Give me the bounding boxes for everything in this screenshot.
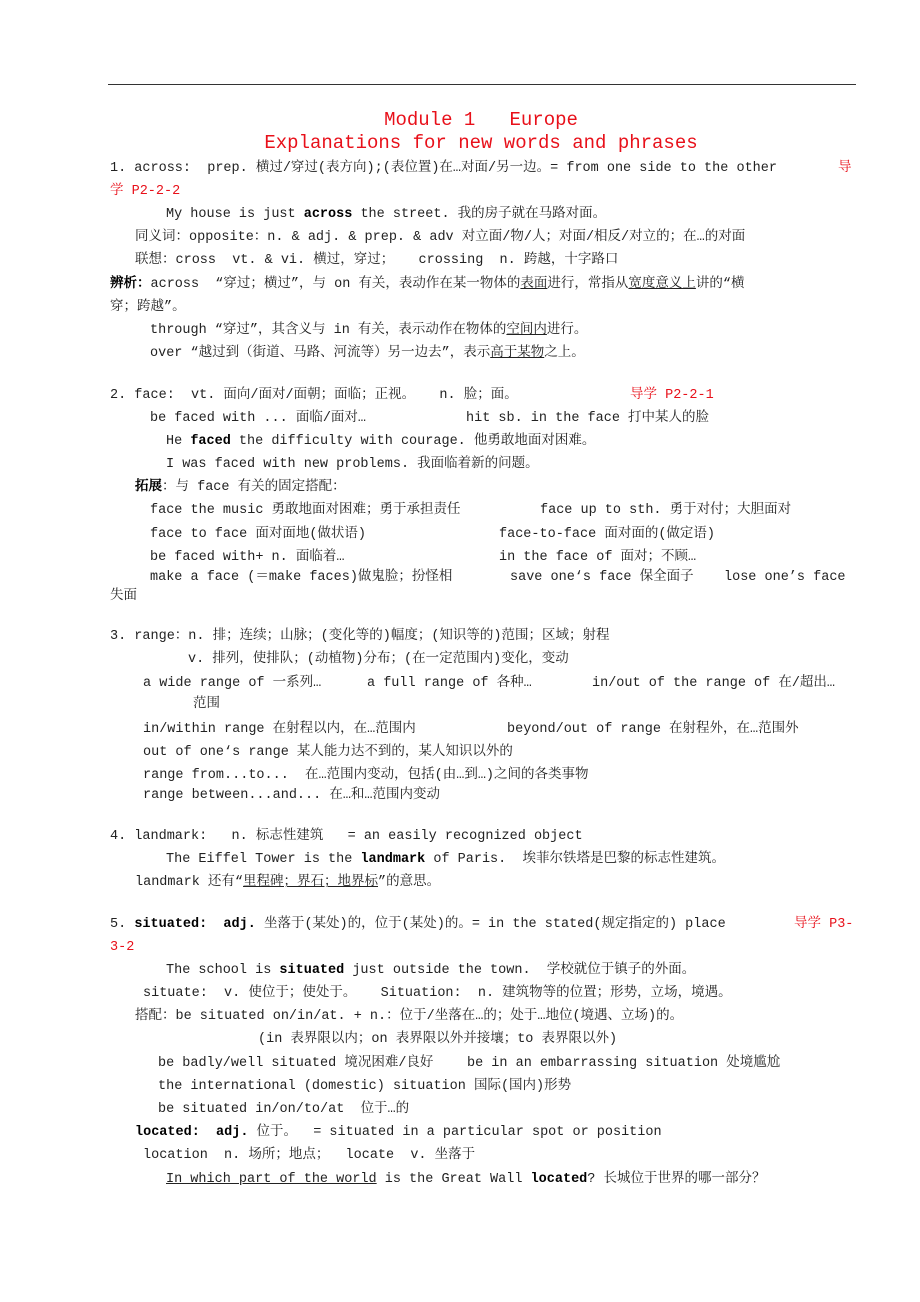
bold-term: faced xyxy=(190,434,231,449)
underlined-text: 宽度意义上 xyxy=(628,277,696,292)
text-run: 5. xyxy=(110,917,135,932)
text-line xyxy=(143,675,321,693)
text-line xyxy=(135,479,346,497)
bold-term: landmark xyxy=(360,852,426,867)
text-line xyxy=(510,569,694,587)
text-run: over “越过到（街道、马路、河流等）另一边去”，表示 xyxy=(150,346,491,361)
text-line xyxy=(135,252,618,270)
text-line xyxy=(150,549,344,567)
bold-term: located xyxy=(530,1172,588,1187)
text-run: 范围 xyxy=(193,697,220,712)
underlined-text: 表面 xyxy=(520,277,548,292)
text-run: the difficulty with courage. 他勇敢地面对困难。 xyxy=(230,434,596,449)
text-run: situate: v. 使位于；使处于。 Situation: n. 建筑物等的位置；形势，立场，境遇。 xyxy=(143,986,732,1001)
guide-reference: 学 P2-2-2 xyxy=(110,184,181,199)
text-run: range between...and... 在…和…范围内变动 xyxy=(143,788,441,803)
text-line xyxy=(110,939,134,957)
text-run: a full range of 各种… xyxy=(367,676,532,691)
text-run: 坐落于(某处)的，位于(某处)的。= in the stated(规定指定的) place xyxy=(255,917,726,932)
bold-term: 辨析： xyxy=(110,277,151,292)
module-title: Module 1 Europe xyxy=(384,109,578,131)
bold-term: across xyxy=(303,207,353,222)
text-line xyxy=(507,721,799,739)
underlined-text: 里程碑；界石；地界标 xyxy=(243,875,379,890)
text-run: 穿；跨越”。 xyxy=(110,300,186,315)
text-run: My house is just xyxy=(166,207,304,222)
text-run: be faced with+ n. 面临着… xyxy=(150,550,345,565)
text-line xyxy=(188,651,569,669)
text-line xyxy=(135,874,440,892)
text-line xyxy=(150,410,366,428)
text-run: just outside the town. 学校就位于镇子的外面。 xyxy=(344,963,696,978)
text-run: location n. 场所；地点； locate v. 坐落于 xyxy=(143,1148,476,1163)
text-run: across “穿过；横过”，与 on 有关，表动作在某一物体的 xyxy=(150,277,521,292)
text-line xyxy=(794,916,853,934)
text-run: face the music 勇敢地面对困难；勇于承担责任 xyxy=(150,503,461,518)
text-line xyxy=(499,549,696,567)
text-run: The Eiffel Tower is the xyxy=(166,852,361,867)
text-line xyxy=(166,433,595,451)
text-run: He xyxy=(166,434,191,449)
text-run: a wide range of 一系列… xyxy=(143,676,322,691)
text-line xyxy=(150,569,452,587)
text-line xyxy=(499,526,715,544)
text-line xyxy=(110,387,518,405)
text-run: range from...to... 在…范围内变动，包括(由…到…)之间的各类事物 xyxy=(143,768,589,783)
text-run: ”的意思。 xyxy=(378,875,441,890)
text-run: beyond/out of range 在射程外，在…范围外 xyxy=(507,722,799,737)
text-line xyxy=(110,160,777,178)
text-run: in the face of 面对；不顾… xyxy=(499,550,697,565)
text-line xyxy=(258,1031,617,1049)
text-line xyxy=(158,1055,433,1073)
text-run: the international (domestic) situation 国际(国内)形势 xyxy=(158,1079,572,1094)
text-run: The school is xyxy=(166,963,280,978)
document-subtitle: Explanations for new words and phrases xyxy=(264,132,698,154)
text-run: 3. range：n. 排；连续；山脉；(变化等的)幅度；(知识等的)范围；区域；射程 xyxy=(110,629,610,644)
guide-reference: 导 xyxy=(838,161,852,176)
text-line xyxy=(143,744,513,762)
text-line xyxy=(592,675,835,693)
text-line xyxy=(630,387,714,405)
text-line xyxy=(158,1078,571,1096)
text-run: in/within range 在射程以内，在…范围内 xyxy=(143,722,416,737)
guide-reference: 导学 P2-2-1 xyxy=(630,388,714,403)
guide-reference: 3-2 xyxy=(110,940,135,955)
text-line xyxy=(540,502,791,520)
text-line xyxy=(110,828,583,846)
text-line xyxy=(110,276,745,294)
text-line xyxy=(135,229,745,247)
text-run: 位于。 = situated in a particular spot or position xyxy=(248,1125,662,1140)
text-run: ? 长城位于世界的哪一部分？ xyxy=(587,1172,766,1187)
underlined-text: 空间内 xyxy=(506,323,547,338)
text-line xyxy=(166,206,606,224)
bold-term: situated xyxy=(279,963,345,978)
text-run: 搭配：be situated on/in/at. + n.：位于/坐落在…的；处于…地位(境遇、立场)的。 xyxy=(135,1009,684,1024)
text-line xyxy=(143,787,440,805)
text-line xyxy=(467,1055,780,1073)
text-line xyxy=(158,1101,409,1119)
text-run: make a face (＝make faces)做鬼脸；扮怪相 xyxy=(150,570,453,585)
text-run: lose one’s face xyxy=(724,570,846,585)
text-line xyxy=(110,916,726,934)
text-line xyxy=(166,456,539,474)
text-run: through “穿过”，其含义与 in 有关，表示动作在物体的 xyxy=(150,323,507,338)
text-line xyxy=(838,160,852,178)
text-run: 联想：cross vt. & vi. 横过，穿过； crossing n. 跨越，十字路口 xyxy=(135,253,619,268)
text-line xyxy=(150,322,587,340)
text-run: I was faced with new problems. 我面临着新的问题。 xyxy=(166,457,539,472)
bold-term: situated: adj. xyxy=(134,917,256,932)
text-line xyxy=(724,569,846,587)
text-line xyxy=(135,1008,683,1026)
text-line xyxy=(110,588,137,606)
text-line xyxy=(143,767,589,785)
text-line xyxy=(367,675,532,693)
text-run: 之上。 xyxy=(544,346,585,361)
text-run: is the Great Wall xyxy=(376,1172,531,1187)
text-run: face up to sth. 勇于对付；大胆面对 xyxy=(540,503,792,518)
text-run: of Paris. 埃菲尔铁塔是巴黎的标志性建筑。 xyxy=(425,852,725,867)
text-line xyxy=(110,299,186,317)
text-line xyxy=(150,345,585,363)
underlined-text: 高于某物 xyxy=(490,346,545,361)
text-line xyxy=(110,183,180,201)
text-run: (in 表界限以内；on 表界限以外并接壤；to 表界限以外) xyxy=(258,1032,618,1047)
text-run: be badly/well situated 境况困难/良好 xyxy=(158,1056,434,1071)
text-run: 进行。 xyxy=(546,323,588,338)
text-run: in/out of the range of 在/超出… xyxy=(592,676,836,691)
text-line xyxy=(143,721,416,739)
text-run: 同义词：opposite：n. & adj. & prep. & adv 对立面/物/人；对面/相反/对立的；在…的对面 xyxy=(135,230,746,245)
text-run: 1. across: prep. 横过/穿过(表方向);(表位置)在…对面/另一边。= from one side to the other xyxy=(110,161,777,176)
text-run: save one‘s face 保全面子 xyxy=(510,570,694,585)
text-line xyxy=(150,502,461,520)
text-run: 讲的“横 xyxy=(695,277,745,292)
text-run: face-to-face 面对面的(做定语) xyxy=(499,527,716,542)
text-run: 2. face: vt. 面向/面对/面朝；面临；正视。 n. 脸；面。 xyxy=(110,388,518,403)
text-run: v. 排列，使排队；(动植物)分布；(在一定范围内)变化，变动 xyxy=(188,652,569,667)
text-line xyxy=(143,1147,475,1165)
text-run: landmark 还有“ xyxy=(135,875,244,890)
text-line xyxy=(135,1124,662,1142)
text-run: be situated in/on/to/at 位于…的 xyxy=(158,1102,410,1117)
text-line xyxy=(166,851,725,869)
text-run: the street. 我的房子就在马路对面。 xyxy=(352,207,607,222)
text-run: 4. landmark: n. 标志性建筑 = an easily recognized object xyxy=(110,829,583,844)
text-line xyxy=(166,1171,766,1189)
underlined-text: In which part of the world xyxy=(166,1172,377,1187)
text-run: 进行，常指从 xyxy=(547,277,629,292)
text-line xyxy=(193,696,220,714)
text-run: be in an embarrassing situation 处境尴尬 xyxy=(467,1056,781,1071)
bold-term: 拓展 xyxy=(135,480,162,495)
text-line xyxy=(150,526,366,544)
text-line xyxy=(110,628,610,646)
header-rule xyxy=(108,84,856,85)
bold-term: located: adj. xyxy=(135,1125,249,1140)
text-run: out of one‘s range 某人能力达不到的，某人知识以外的 xyxy=(143,745,513,760)
text-line xyxy=(166,962,695,980)
guide-reference: 导学 P3- xyxy=(794,917,854,932)
text-run: be faced with ... 面临/面对… xyxy=(150,411,367,426)
text-line xyxy=(143,985,732,1003)
text-run: ：与 face 有关的固定搭配： xyxy=(162,480,346,495)
text-run: hit sb. in the face 打中某人的脸 xyxy=(466,411,710,426)
text-run: 失面 xyxy=(110,589,137,604)
text-run: face to face 面对面地(做状语) xyxy=(150,527,367,542)
text-line xyxy=(466,410,709,428)
